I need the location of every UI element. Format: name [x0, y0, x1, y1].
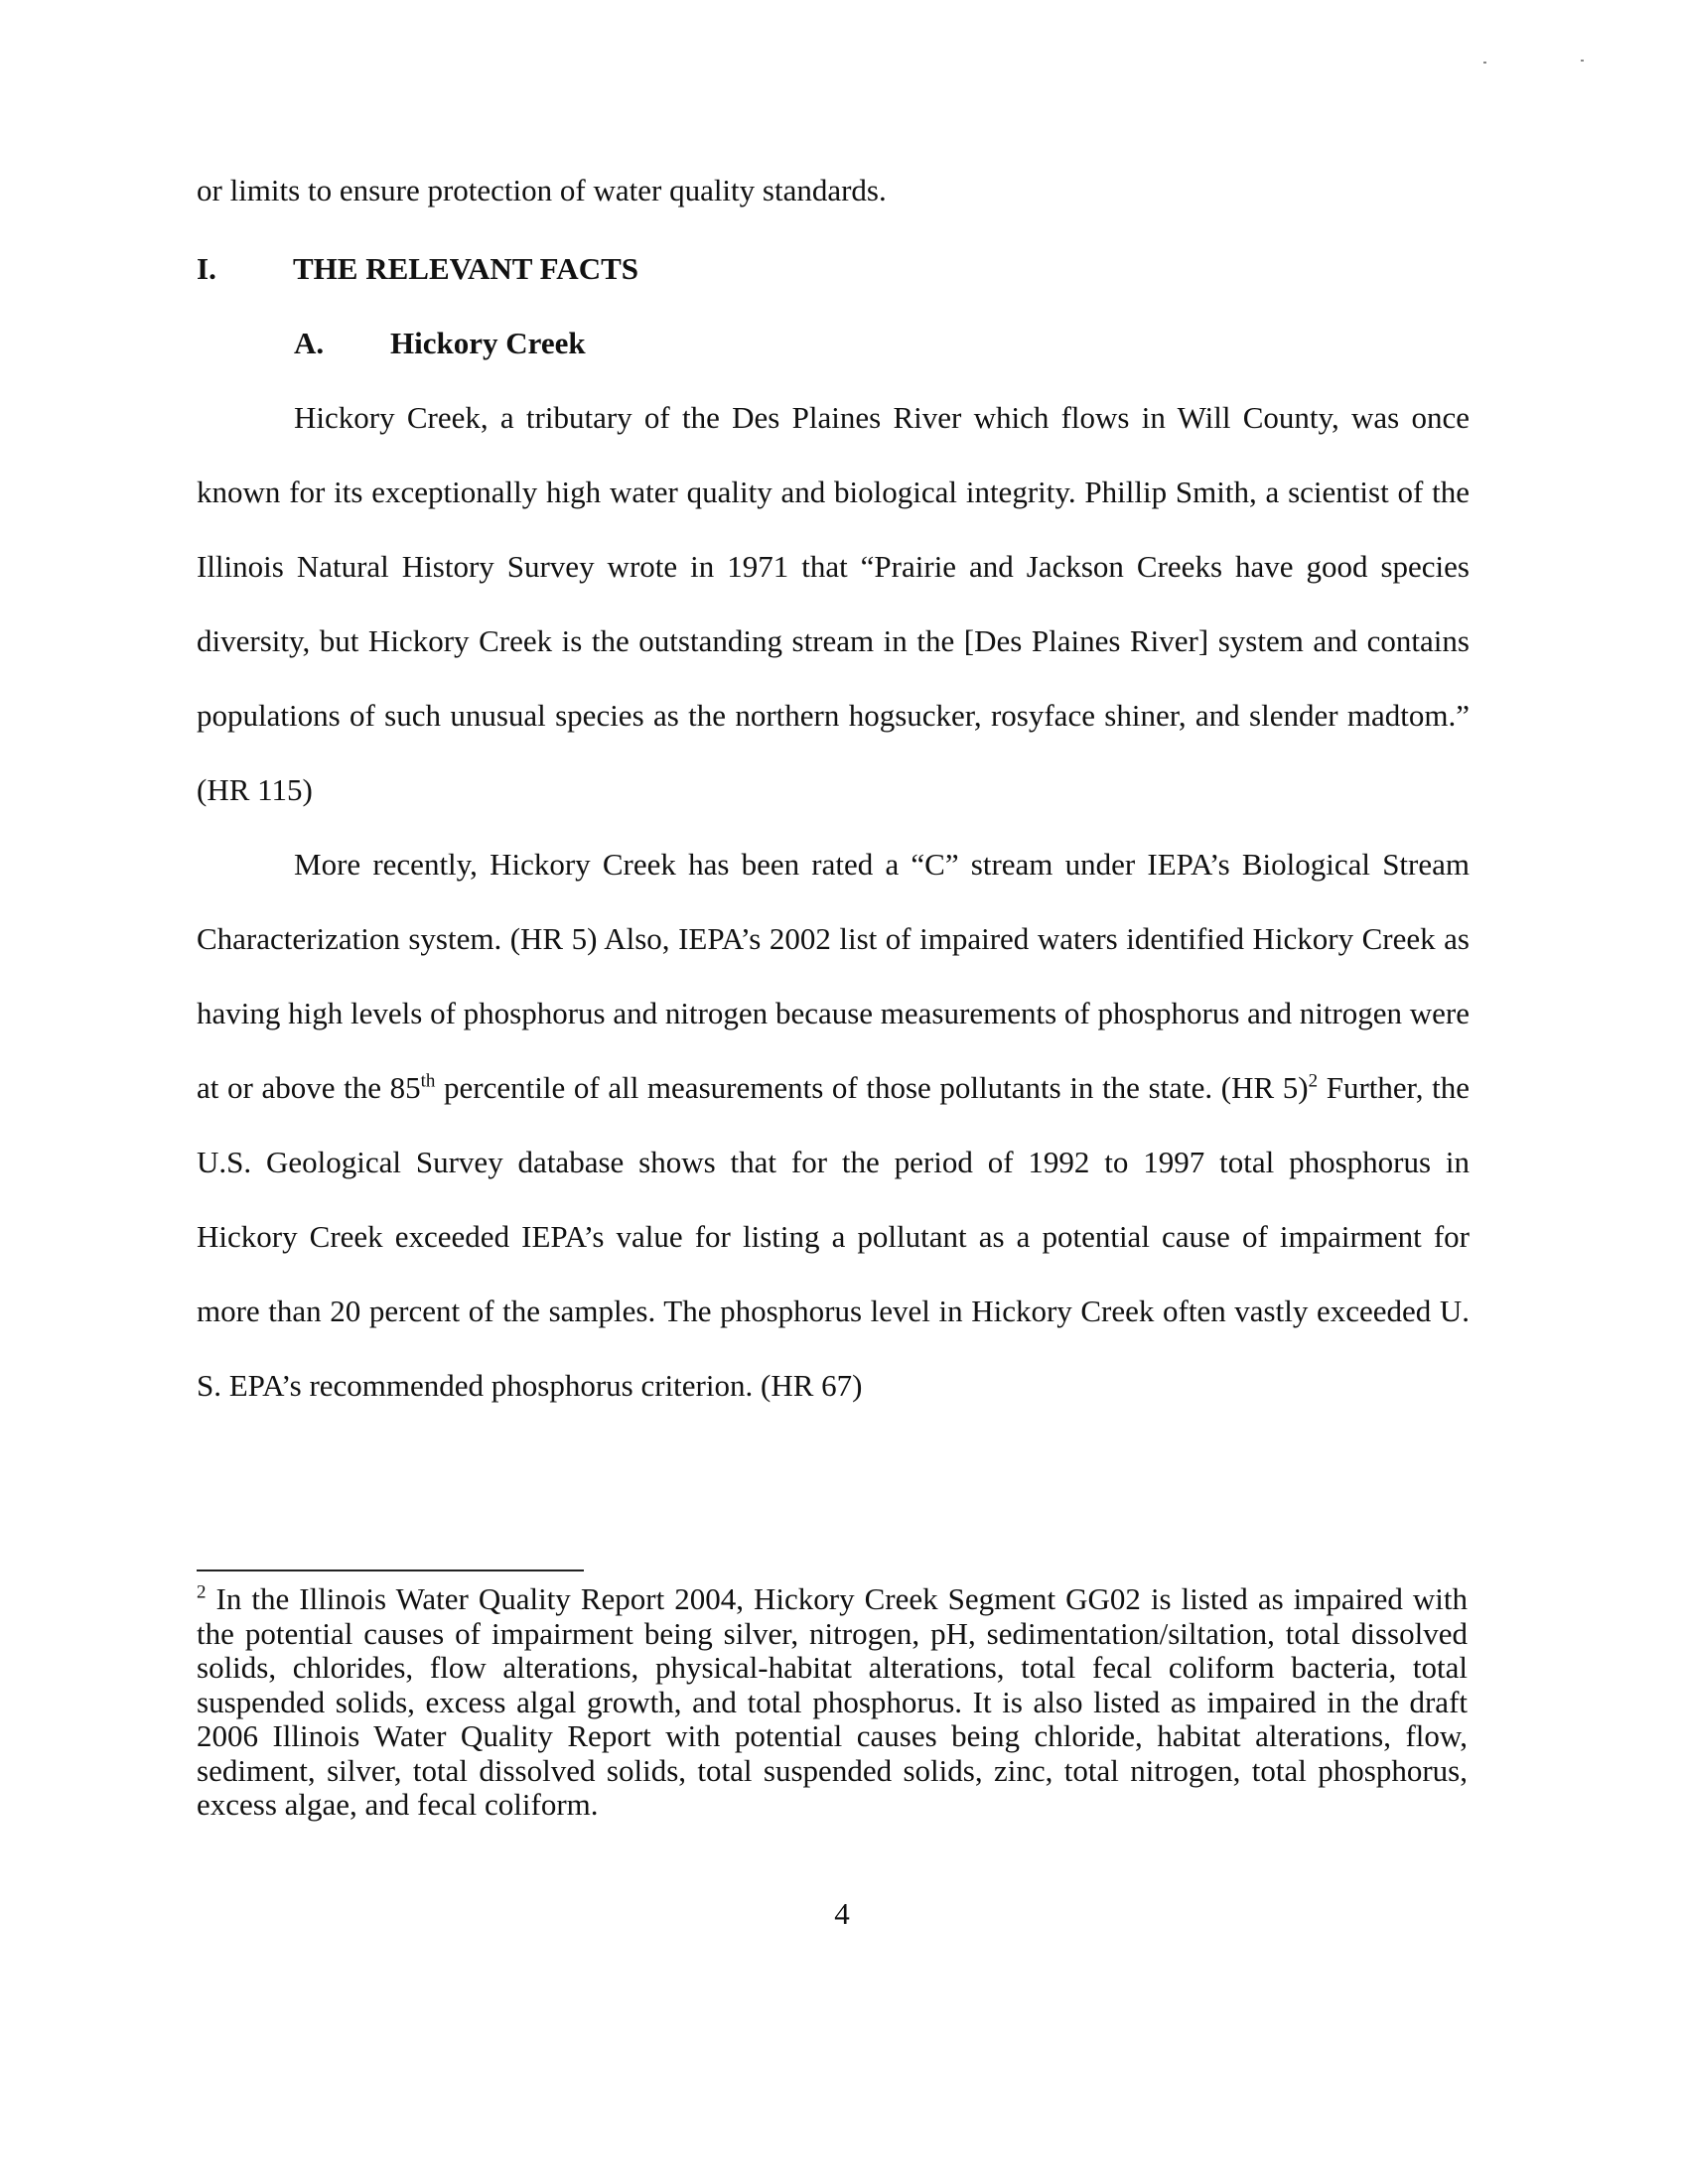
section-number: I.	[197, 251, 216, 286]
paragraph-2-text-part3: Further, the U.S. Geological Survey database shows that for the period of 1992 to 1997 total phosphorus in Hickory Creek exceeded IEPA’s value for listing a pollutant as a potential cause of impairment for more than 20 percent of the samples. The phosphorus level in Hickory Creek often vastly exceeded U. S. EPA’s recommended phosphorus criterion. (HR 67)	[197, 1070, 1471, 1403]
footnote-text: In the Illinois Water Quality Report 2004, Hickory Creek Segment GG02 is listed as impaired with the potential causes of impairment being silver, nitrogen, pH, sedimentation/siltation, total dissolved solids, chlorides, flow alterations, physical-habitat alterations, total fecal coliform bacteria, total suspended solids, excess algal growth, and total phosphorus. It is also listed as impaired in the draft 2006 Illinois Water Quality Report with potential causes being chloride, habitat alterations, flow, sediment, silver, total dissolved solids, total suspended solids, zinc, total nitrogen, total phosphorus, excess algae, and fecal coliform.	[197, 1581, 1468, 1822]
paragraph-2	[197, 827, 1470, 1423]
paragraph-2-text-part2: percentile of all measurements of those pollutants in the state. (HR 5)	[435, 1070, 1309, 1105]
subsection-title: Hickory Creek	[390, 326, 586, 360]
scan-speck	[1581, 60, 1584, 62]
opening-line: or limits to ensure protection of water quality standards.	[197, 173, 887, 207]
page-number: 4	[834, 1896, 850, 1931]
paragraph-1-text: Hickory Creek, a tributary of the Des Plaines River which flows in Will County, was once known for its exceptionally high water quality and biological integrity. Phillip Smith, a scientist of the Illinois Natural History Survey wrote in 1971 that “Prairie and Jackson Creeks have good species diversity, but Hickory Creek is the outstanding stream in the [Des Plaines River] system and contains populations of such unusual species as the northern hogsucker, rosyface shiner, and slender madtom.” (HR 115)	[197, 400, 1470, 807]
footnote-marker: 2	[197, 1581, 207, 1603]
ordinal-superscript: th	[420, 1070, 436, 1092]
footnote-separator	[197, 1570, 584, 1571]
section-heading	[197, 231, 638, 306]
paragraph-2-text-part1: More recently, Hickory Creek has been rated a “C” stream under IEPA’s Biological Stream Characterization system. (HR 5) Also, IEPA’s 2002 list of impaired waters identified Hickory Creek as having high levels of phosphorus and nitrogen because measurements of phosphorus and nitrogen were at or above the 85	[197, 847, 1470, 1105]
paragraph-1	[197, 380, 1470, 827]
footnote-reference: 2	[1308, 1070, 1319, 1092]
footnote	[197, 1582, 1468, 1823]
section-title: THE RELEVANT FACTS	[293, 251, 638, 286]
subsection-heading	[294, 306, 586, 380]
subsection-number: A.	[294, 326, 325, 360]
scan-speck	[1483, 62, 1486, 64]
